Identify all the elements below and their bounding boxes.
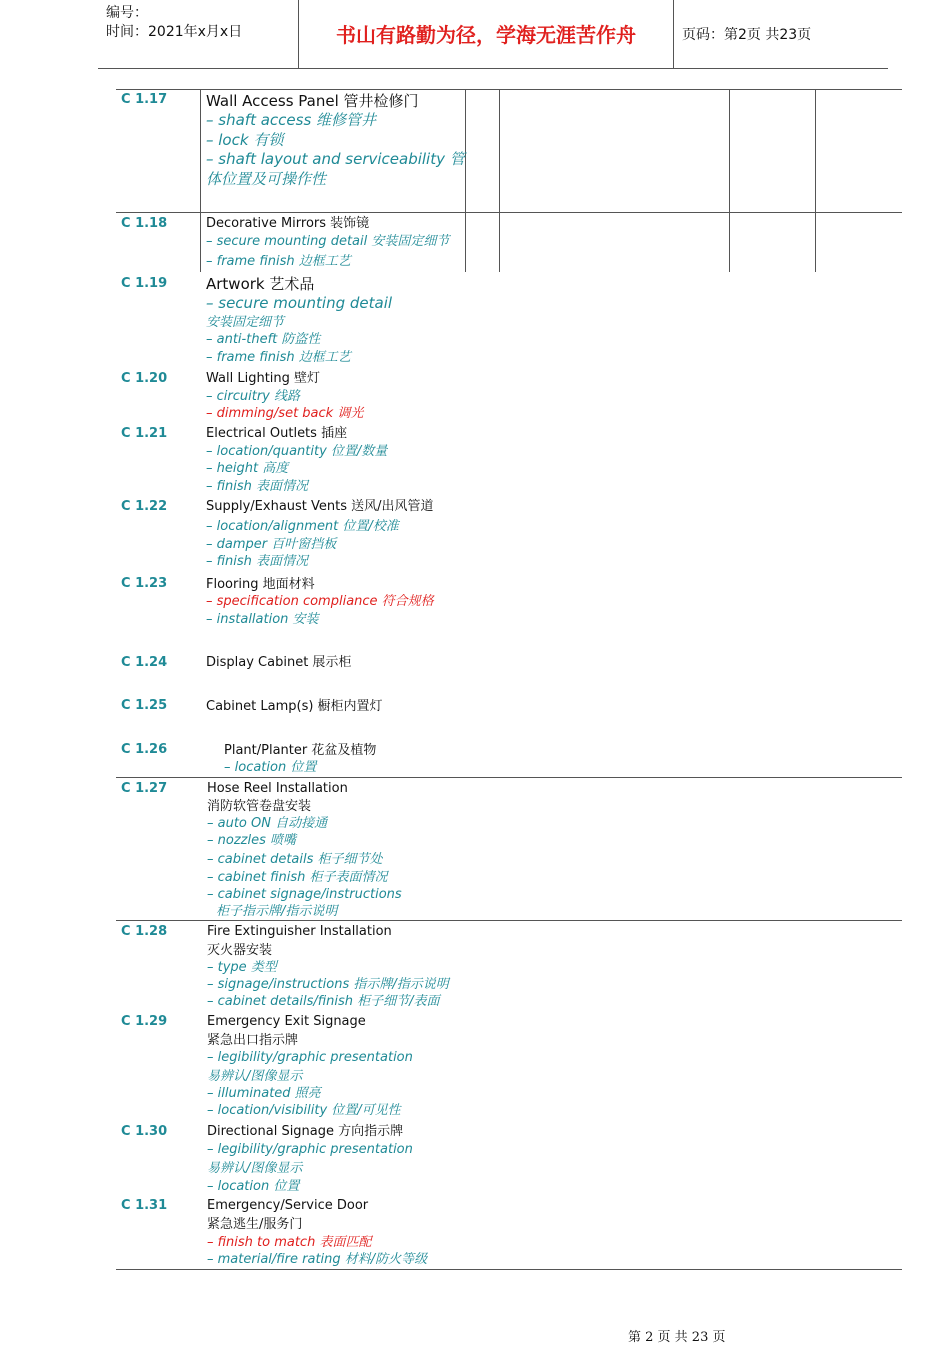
item-code: C 1.30 bbox=[121, 1124, 168, 1139]
page-label: 页码：第2页 共23页 bbox=[682, 27, 812, 43]
item-code: C 1.24 bbox=[121, 655, 168, 670]
item-sub: – installation 安装 bbox=[206, 612, 319, 627]
item-sub: – damper 百叶窗挡板 bbox=[206, 537, 337, 552]
row-divider-3 bbox=[116, 920, 902, 921]
item-sub: – legibility/graphic presentation bbox=[207, 1142, 413, 1157]
item-sub: – cabinet signage/instructions bbox=[207, 887, 402, 902]
item-code: C 1.31 bbox=[121, 1198, 168, 1213]
col-divider-2 bbox=[465, 89, 466, 272]
item-title: Display Cabinet 展示柜 bbox=[206, 655, 352, 670]
item-code: C 1.22 bbox=[121, 499, 168, 514]
item-title: Fire Extinguisher Installation bbox=[207, 924, 392, 939]
item-sub: – circuitry 线路 bbox=[206, 389, 301, 404]
item-sub: – finish to match 表面匹配 bbox=[207, 1235, 372, 1250]
item-title: Plant/Planter 花盆及植物 bbox=[224, 743, 377, 758]
col-divider-3 bbox=[499, 89, 500, 272]
col-divider-1 bbox=[200, 89, 201, 272]
item-sub: – cabinet finish 柜子表面情况 bbox=[207, 870, 388, 885]
item-sub: 柜子指示牌/指示说明 bbox=[216, 904, 338, 919]
item-title-cn: 紧急逃生/服务门 bbox=[207, 1217, 303, 1232]
item-code: C 1.29 bbox=[121, 1014, 168, 1029]
item-sub: – type 类型 bbox=[207, 960, 277, 975]
page-header bbox=[98, 0, 888, 69]
number-label: 编号： bbox=[106, 5, 148, 21]
item-sub: – location 位置 bbox=[207, 1179, 300, 1194]
item-sub: 体位置及可操作性 bbox=[206, 170, 327, 188]
header-left bbox=[106, 4, 242, 42]
table-bottom-border bbox=[116, 1269, 902, 1270]
item-sub: 安装固定细节 bbox=[206, 315, 285, 330]
col-divider-4 bbox=[729, 89, 730, 272]
item-code: C 1.18 bbox=[121, 216, 168, 231]
item-sub: – secure mounting detail 安装固定细节 bbox=[206, 234, 450, 249]
item-code: C 1.23 bbox=[121, 576, 168, 591]
item-sub: – material/fire rating 材料/防火等级 bbox=[207, 1252, 428, 1267]
item-sub: – finish 表面情况 bbox=[206, 479, 309, 494]
item-sub: – legibility/graphic presentation bbox=[207, 1050, 413, 1065]
item-sub: – cabinet details/finish 柜子细节/表面 bbox=[207, 994, 440, 1009]
item-sub: – location 位置 bbox=[224, 760, 317, 775]
item-title: Artwork 艺术品 bbox=[206, 275, 315, 293]
item-title: Electrical Outlets 插座 bbox=[206, 426, 348, 441]
item-sub: – finish 表面情况 bbox=[206, 554, 309, 569]
item-sub: 易辨认/图像显示 bbox=[207, 1069, 303, 1084]
item-code: C 1.17 bbox=[121, 92, 168, 107]
item-sub: – lock 有锁 bbox=[206, 131, 284, 149]
item-sub: – shaft access 维修管井 bbox=[206, 111, 377, 129]
item-code: C 1.19 bbox=[121, 276, 168, 291]
item-sub: – cabinet details 柜子细节处 bbox=[207, 852, 383, 867]
row-divider-1 bbox=[116, 212, 902, 213]
item-sub: – signage/instructions 指示牌/指示说明 bbox=[207, 977, 449, 992]
motto: 书山有路勤为径，学海无涯苦作舟 bbox=[298, 0, 674, 68]
item-sub: – shaft layout and serviceability 管 bbox=[206, 150, 465, 168]
item-title-cn: 灭火器安装 bbox=[207, 943, 273, 958]
item-sub: 易辨认/图像显示 bbox=[207, 1161, 303, 1176]
page-footer: 第 2 页 共 23 页 bbox=[628, 1330, 726, 1345]
item-code: C 1.28 bbox=[121, 924, 168, 939]
item-code: C 1.20 bbox=[121, 371, 168, 386]
item-sub: – secure mounting detail bbox=[206, 294, 393, 312]
item-sub: – auto ON 自动接通 bbox=[207, 816, 328, 831]
item-code: C 1.21 bbox=[121, 426, 168, 441]
item-sub: – frame finish 边框工艺 bbox=[206, 350, 351, 365]
time-label: 时间：2021年x月x日 bbox=[106, 24, 243, 40]
item-sub: – anti-theft 防盗性 bbox=[206, 332, 321, 347]
item-sub: – frame finish 边框工艺 bbox=[206, 254, 351, 269]
item-title: Supply/Exhaust Vents 送风/出风管道 bbox=[206, 499, 434, 514]
item-title: Decorative Mirrors 装饰镜 bbox=[206, 216, 370, 231]
item-sub: – location/quantity 位置/数量 bbox=[206, 444, 388, 459]
item-title: Flooring 地面材料 bbox=[206, 577, 315, 592]
col-divider-5 bbox=[815, 89, 816, 272]
row-divider-2 bbox=[116, 777, 902, 778]
item-sub: – location/alignment 位置/校准 bbox=[206, 519, 399, 534]
item-sub: – height 高度 bbox=[206, 461, 289, 476]
item-title-cn: 消防软管卷盘安装 bbox=[207, 799, 312, 814]
item-code: C 1.26 bbox=[121, 742, 168, 757]
item-sub: – specification compliance 符合规格 bbox=[206, 594, 434, 609]
item-title: Cabinet Lamp(s) 橱柜内置灯 bbox=[206, 699, 383, 714]
table-top-border bbox=[116, 89, 902, 90]
item-sub: – illuminated 照亮 bbox=[207, 1086, 321, 1101]
item-title: Emergency/Service Door bbox=[207, 1198, 369, 1213]
item-code: C 1.25 bbox=[121, 698, 168, 713]
item-code: C 1.27 bbox=[121, 781, 168, 796]
item-title: Wall Access Panel 管井检修门 bbox=[206, 92, 419, 110]
item-sub: – dimming/set back 调光 bbox=[206, 406, 364, 421]
item-title: Directional Signage 方向指示牌 bbox=[207, 1124, 404, 1139]
item-title: Wall Lighting 壁灯 bbox=[206, 371, 321, 386]
item-sub: – nozzles 喷嘴 bbox=[207, 833, 296, 848]
item-title: Hose Reel Installation bbox=[207, 781, 348, 796]
item-title-cn: 紧急出口指示牌 bbox=[207, 1033, 299, 1048]
item-title: Emergency Exit Signage bbox=[207, 1014, 366, 1029]
item-sub: – location/visibility 位置/可见性 bbox=[207, 1103, 401, 1118]
